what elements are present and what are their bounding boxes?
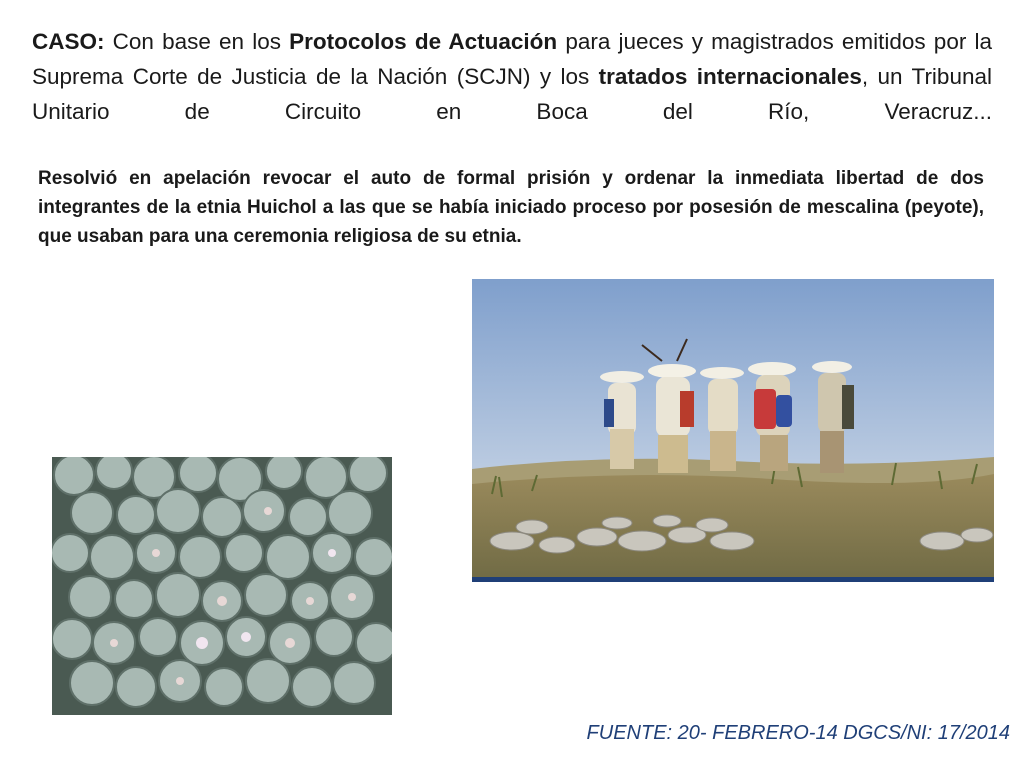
source-citation: FUENTE: 20- FEBRERO-14 DGCS/NI: 17/2014 bbox=[586, 722, 1010, 744]
heading-text-2: para jueces y magistrados emitidos por la Suprema Corte de Justicia de la Nación (SCJN) y los bbox=[32, 29, 992, 89]
huichol-group-photo bbox=[472, 279, 994, 582]
heading-bold-protocols: Protocolos de Actuación bbox=[289, 29, 558, 54]
case-heading bbox=[32, 24, 992, 129]
heading-text-1: Con base en los bbox=[104, 29, 290, 54]
ruling-paragraph: Resolvió en apelación revocar el auto de formal prisión y ordenar la inmediata libertad de dos integrantes de la etnia Huichol a las que se había iniciado proceso por posesión de mescalina (peyote), que usaban para una ceremonia religiosa de su etnia. bbox=[38, 168, 984, 247]
peyote-cactus-photo bbox=[52, 457, 392, 715]
heading-bold-treaties: tratados internacionales bbox=[598, 64, 862, 89]
case-label: CASO: bbox=[32, 29, 105, 54]
heading-text-3: , un Tribunal Unitario de Circuito en Boca del Río, Veracruz... bbox=[32, 64, 992, 124]
